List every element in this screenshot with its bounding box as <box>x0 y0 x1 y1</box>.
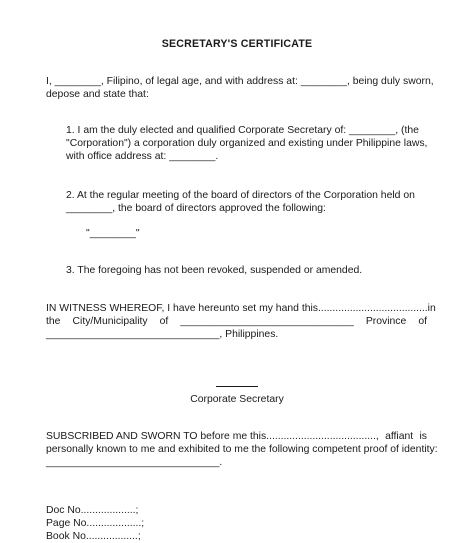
witness-word: of <box>159 316 169 327</box>
witness-word: Province <box>365 316 407 327</box>
resolution-placeholder: "________" <box>86 228 140 239</box>
signature-line <box>216 386 258 387</box>
jurat-word: SUBSCRIBED AND SWORN TO before me this......................................, <box>46 431 379 442</box>
intro-line-1: I, ________, Filipino, of legal age, and with address at: ________, being duly sworn, <box>46 76 434 87</box>
item-1-line-3: with office address at: ________. <box>66 151 219 162</box>
witness-word: the <box>46 316 61 327</box>
jurat-word: is <box>419 431 427 442</box>
doc-number: Doc No...................; <box>46 505 139 516</box>
item-1-line-2: "Corporation") a corporation duly organized and existing under Philippine laws, <box>66 138 428 149</box>
item-2-line-1: 2. At the regular meeting of the board of directors of the Corporation held on <box>66 190 415 201</box>
page-number: Page No...................; <box>46 518 145 529</box>
witness-line-3: ______________________________, Philippines. <box>46 329 279 340</box>
witness-word: ______________________________ <box>180 316 354 327</box>
jurat-line-1 <box>46 431 427 443</box>
item-2-line-2: ________, the board of directors approved the following: <box>66 203 326 214</box>
witness-line-2 <box>46 316 427 328</box>
signature-label: Corporate Secretary <box>190 394 284 405</box>
intro-line-2: depose and state that: <box>46 89 149 100</box>
book-number: Book No..................; <box>46 531 141 542</box>
witness-word: City/Municipality <box>72 316 148 327</box>
item-1-line-1: 1. I am the duly elected and qualified Corporate Secretary of: ________, (the <box>66 125 419 136</box>
jurat-word: affiant <box>385 431 414 442</box>
jurat-line-2: personally known to me and exhibited to me the following competent proof of identity: <box>46 444 438 455</box>
jurat-line-3: ______________________________. <box>46 457 223 468</box>
witness-word: of <box>418 316 427 327</box>
item-3-line-1: 3. The foregoing has not been revoked, suspended or amended. <box>66 265 363 276</box>
witness-line-1: IN WITNESS WHEREOF, I have hereunto set my hand this......................................in <box>46 303 436 314</box>
document-title: SECRETARY'S CERTIFICATE <box>161 38 313 50</box>
